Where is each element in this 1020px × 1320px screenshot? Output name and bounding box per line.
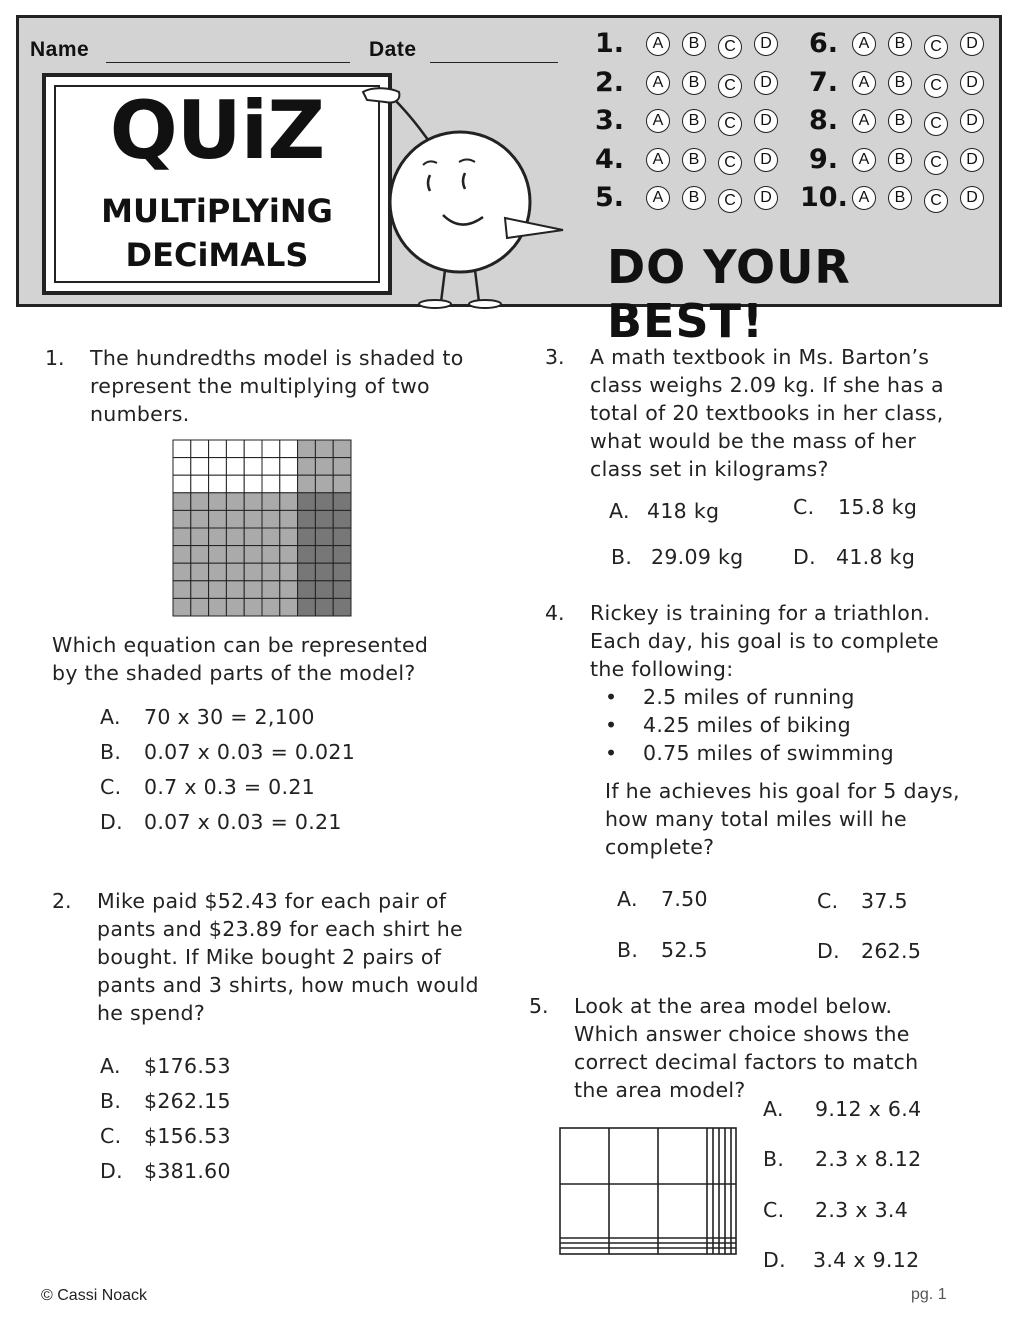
- grid-cell: [226, 528, 244, 546]
- answer-row-number: 10.: [800, 182, 848, 213]
- mascot-illustration: [355, 80, 570, 310]
- grid-cell: [315, 563, 333, 581]
- grid-cell: [333, 581, 351, 599]
- answer-row-number: 3.: [594, 105, 624, 136]
- grid-cell: [173, 528, 191, 546]
- answer-bubble[interactable]: C: [924, 74, 948, 98]
- grid-cell: [298, 493, 316, 511]
- answer-row-number: 5.: [594, 182, 624, 213]
- grid-cell: [280, 510, 298, 528]
- q4-number: 4.: [545, 601, 565, 625]
- grid-cell: [191, 475, 209, 493]
- grid-cell: [333, 458, 351, 476]
- grid-cell: [173, 546, 191, 564]
- motto: DO YOUR BEST!: [607, 240, 851, 348]
- grid-cell: [333, 528, 351, 546]
- grid-cell: [315, 493, 333, 511]
- answer-bubble[interactable]: A: [646, 186, 670, 210]
- answer-bubble[interactable]: B: [888, 109, 912, 133]
- grid-cell: [209, 493, 227, 511]
- copyright: © Cassi Noack: [41, 1287, 148, 1304]
- q2-option-d[interactable]: D. $381.60: [100, 1159, 231, 1183]
- quiz-subtitle-1: MULTiPLYiNG: [101, 192, 333, 230]
- q3-option-d[interactable]: D. 41.8 kg: [793, 545, 916, 569]
- grid-cell: [298, 528, 316, 546]
- grid-cell: [173, 510, 191, 528]
- q2-text: Mike paid $52.43 for each pair of pants and $23.89 for each shirt he bought. If Mike bought 2 pairs of pants and 3 shirts, how much would he spend?: [97, 889, 479, 1025]
- name-field[interactable]: [106, 40, 350, 63]
- grid-cell: [280, 581, 298, 599]
- grid-cell: [315, 510, 333, 528]
- grid-cell: [173, 493, 191, 511]
- grid-cell: [298, 510, 316, 528]
- answer-bubble[interactable]: A: [646, 71, 670, 95]
- answer-bubble[interactable]: D: [754, 109, 778, 133]
- grid-cell: [315, 598, 333, 616]
- answer-row-number: 4.: [594, 143, 624, 175]
- q3-number: 3.: [545, 345, 565, 369]
- grid-cell: [226, 493, 244, 511]
- grid-cell: [244, 563, 262, 581]
- grid-cell: [209, 598, 227, 616]
- q5-option-d[interactable]: D. 3.4 x 9.12: [763, 1248, 920, 1272]
- answer-bubble[interactable]: B: [682, 148, 706, 172]
- grid-cell: [226, 598, 244, 616]
- grid-cell: [333, 440, 351, 458]
- grid-cell: [209, 528, 227, 546]
- answer-bubble[interactable]: B: [888, 71, 912, 95]
- grid-cell: [191, 458, 209, 476]
- grid-cell: [315, 581, 333, 599]
- grid-cell: [315, 458, 333, 476]
- grid-cell: [191, 546, 209, 564]
- grid-cell: [244, 475, 262, 493]
- grid-cell: [333, 475, 351, 493]
- q1-option-d[interactable]: D. 0.07 x 0.03 = 0.21: [100, 810, 342, 834]
- grid-cell: [333, 510, 351, 528]
- q3-option-a[interactable]: A. 418 kg: [609, 499, 720, 523]
- answer-bubble[interactable]: B: [682, 71, 706, 95]
- answer-bubble[interactable]: D: [754, 148, 778, 172]
- answer-bubble[interactable]: A: [852, 109, 876, 133]
- answer-row-number: 2.: [594, 66, 624, 98]
- answer-bubble[interactable]: A: [852, 186, 876, 210]
- grid-cell: [262, 598, 280, 616]
- grid-cell: [226, 458, 244, 476]
- answer-bubble[interactable]: C: [924, 189, 948, 213]
- q3-option-b[interactable]: B. 29.09 kg: [611, 545, 744, 569]
- date-field[interactable]: [430, 40, 558, 63]
- q5-option-a[interactable]: A. 9.12 x 6.4: [763, 1097, 922, 1121]
- grid-cell: [191, 493, 209, 511]
- answer-bubble[interactable]: A: [852, 148, 876, 172]
- q5-number: 5.: [529, 994, 549, 1018]
- answer-bubble[interactable]: C: [924, 112, 948, 136]
- grid-cell: [262, 581, 280, 599]
- q2-number: 2.: [52, 889, 72, 913]
- grid-cell: [191, 440, 209, 458]
- q4-option-d[interactable]: D. 262.5: [817, 939, 922, 963]
- title-board: [42, 73, 392, 295]
- grid-cell: [262, 458, 280, 476]
- answer-bubble[interactable]: B: [888, 186, 912, 210]
- grid-cell: [209, 475, 227, 493]
- answer-bubble[interactable]: C: [924, 151, 948, 175]
- answer-bubble[interactable]: D: [960, 71, 984, 95]
- q4-option-a[interactable]: A. 7.50: [617, 887, 708, 911]
- grid-cell: [280, 493, 298, 511]
- grid-cell: [191, 581, 209, 599]
- grid-cell: [262, 546, 280, 564]
- answer-bubble[interactable]: D: [754, 71, 778, 95]
- answer-bubble[interactable]: D: [960, 109, 984, 133]
- grid-cell: [298, 546, 316, 564]
- grid-cell: [244, 458, 262, 476]
- grid-cell: [262, 440, 280, 458]
- answer-bubble[interactable]: C: [718, 74, 742, 98]
- answer-bubble[interactable]: C: [718, 189, 742, 213]
- grid-cell: [298, 440, 316, 458]
- grid-cell: [262, 528, 280, 546]
- q1-prompt: Which equation can be represented by the shaded parts of the model?: [52, 633, 429, 685]
- grid-cell: [244, 510, 262, 528]
- grid-cell: [298, 458, 316, 476]
- grid-cell: [315, 546, 333, 564]
- grid-cell: [226, 581, 244, 599]
- grid-cell: [173, 563, 191, 581]
- grid-cell: [280, 475, 298, 493]
- q4-prompt: If he achieves his goal for 5 days, how many total miles will he complete?: [605, 779, 960, 859]
- q5-option-b[interactable]: B. 2.3 x 8.12: [763, 1147, 922, 1171]
- grid-cell: [173, 598, 191, 616]
- grid-cell: [209, 546, 227, 564]
- answer-bubble[interactable]: C: [718, 35, 742, 59]
- grid-cell: [244, 493, 262, 511]
- answer-bubble[interactable]: D: [960, 148, 984, 172]
- grid-cell: [226, 440, 244, 458]
- q1-option-c[interactable]: C. 0.7 x 0.3 = 0.21: [100, 775, 316, 799]
- grid-cell: [173, 475, 191, 493]
- grid-cell: [280, 440, 298, 458]
- quiz-title: QUiZ: [109, 84, 325, 177]
- grid-cell: [244, 581, 262, 599]
- grid-cell: [298, 581, 316, 599]
- answer-bubble[interactable]: A: [852, 32, 876, 56]
- grid-cell: [209, 458, 227, 476]
- q5-option-c[interactable]: C. 2.3 x 3.4: [763, 1198, 909, 1222]
- q4-option-c[interactable]: C. 37.5: [817, 889, 908, 913]
- answer-bubble[interactable]: A: [646, 32, 670, 56]
- answer-bubble[interactable]: B: [682, 32, 706, 56]
- grid-cell: [280, 528, 298, 546]
- q2-option-a[interactable]: A. $176.53: [100, 1054, 231, 1078]
- quiz-subtitle-2: DECiMALS: [125, 236, 309, 274]
- q5-text: Look at the area model below. Which answer choice shows the correct decimal factors to match the area model?: [574, 994, 919, 1102]
- answer-row-number: 1.: [594, 28, 624, 59]
- q1-number: 1.: [45, 346, 65, 370]
- q2-option-c[interactable]: C. $156.53: [100, 1124, 231, 1148]
- grid-cell: [333, 563, 351, 581]
- grid-cell: [262, 475, 280, 493]
- grid-cell: [191, 528, 209, 546]
- q3-option-c[interactable]: C. 15.8 kg: [793, 495, 918, 519]
- grid-cell: [315, 440, 333, 458]
- grid-cell: [298, 475, 316, 493]
- page-number: pg. 1: [911, 1286, 947, 1303]
- grid-cell: [173, 458, 191, 476]
- q3-text: A math textbook in Ms. Barton’s class weighs 2.09 kg. If she has a total of 20 textbooks in her class, what would be the mass of her class set in kilograms?: [590, 345, 944, 481]
- grid-cell: [298, 563, 316, 581]
- answer-bubble[interactable]: B: [888, 148, 912, 172]
- grid-cell: [280, 546, 298, 564]
- grid-cell: [244, 440, 262, 458]
- q4-option-b[interactable]: B. 52.5: [617, 938, 708, 962]
- grid-cell: [262, 510, 280, 528]
- grid-cell: [298, 598, 316, 616]
- answer-row-number: 6.: [808, 28, 838, 59]
- grid-cell: [280, 598, 298, 616]
- answer-bubble[interactable]: B: [888, 32, 912, 56]
- grid-cell: [226, 563, 244, 581]
- list-item: • 4.25 miles of biking: [605, 713, 851, 737]
- q4-bullet-list: [605, 683, 894, 767]
- q2-option-b[interactable]: B. $262.15: [100, 1089, 231, 1113]
- grid-cell: [226, 546, 244, 564]
- grid-cell: [280, 563, 298, 581]
- grid-cell: [226, 475, 244, 493]
- date-label: Date: [369, 38, 417, 61]
- hundredths-model: [172, 439, 352, 617]
- grid-cell: [262, 493, 280, 511]
- q1-option-b[interactable]: B. 0.07 x 0.03 = 0.021: [100, 740, 356, 764]
- answer-bubble[interactable]: C: [718, 112, 742, 136]
- answer-row-number: 8.: [808, 105, 838, 136]
- answer-bubble[interactable]: A: [852, 71, 876, 95]
- answer-row-number: 9.: [808, 143, 838, 175]
- grid-cell: [191, 510, 209, 528]
- answer-bubble[interactable]: D: [754, 32, 778, 56]
- grid-cell: [209, 440, 227, 458]
- grid-cell: [209, 563, 227, 581]
- q1-option-a[interactable]: A. 70 x 30 = 2,100: [100, 705, 315, 729]
- grid-cell: [244, 598, 262, 616]
- grid-cell: [333, 598, 351, 616]
- answer-row-number: 7.: [808, 66, 838, 98]
- answer-bubble[interactable]: D: [960, 186, 984, 210]
- grid-cell: [191, 598, 209, 616]
- list-item: • 0.75 miles of swimming: [605, 741, 894, 765]
- grid-cell: [333, 546, 351, 564]
- answer-bubble[interactable]: D: [754, 186, 778, 210]
- grid-cell: [209, 581, 227, 599]
- grid-cell: [280, 458, 298, 476]
- answer-bubble[interactable]: C: [924, 35, 948, 59]
- grid-cell: [191, 563, 209, 581]
- answer-bubble[interactable]: B: [682, 109, 706, 133]
- grid-cell: [209, 510, 227, 528]
- q4-text: Rickey is training for a triathlon. Each day, his goal is to complete the following:: [590, 601, 939, 681]
- grid-cell: [333, 493, 351, 511]
- grid-cell: [262, 563, 280, 581]
- answer-bubble[interactable]: B: [682, 186, 706, 210]
- grid-cell: [173, 440, 191, 458]
- list-item: • 2.5 miles of running: [605, 685, 855, 709]
- grid-cell: [315, 528, 333, 546]
- name-label: Name: [30, 38, 90, 61]
- grid-cell: [244, 528, 262, 546]
- grid-cell: [226, 510, 244, 528]
- answer-bubble[interactable]: D: [960, 32, 984, 56]
- grid-cell: [315, 475, 333, 493]
- grid-cell: [244, 546, 262, 564]
- answer-bubble[interactable]: C: [718, 151, 742, 175]
- area-model: [558, 1126, 740, 1258]
- answer-bubble[interactable]: A: [646, 148, 670, 172]
- grid-cell: [173, 581, 191, 599]
- q1-text: The hundredths model is shaded to represent the multiplying of two numbers.: [90, 346, 464, 426]
- answer-bubble[interactable]: A: [646, 109, 670, 133]
